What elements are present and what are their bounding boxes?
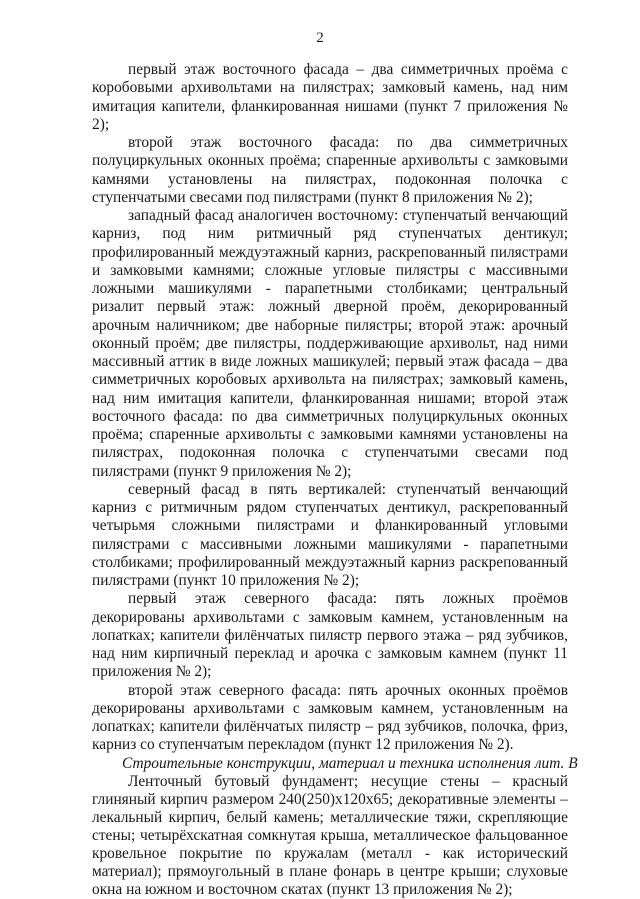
- paragraph-construction-materials: Ленточный бутовый фундамент; несущие стены – красный глиняный кирпич размером 240(250)х120х65; декоративные элементы – лекальный кирпич, белый камень; металлические тяжи, скрепляющие стены; четырёхскатная сомкнутая крыша, металлическое фальцованное кровельное покрытие по кружалам (металл - как исторический материал); прямоугольный в плане фонарь в центре крыши; слуховые окна на южном и восточном скатах (пункт 13 приложения № 2);: [92, 772, 568, 899]
- page-number: 2: [316, 30, 324, 46]
- paragraph-north-facade-second-floor: второй этаж северного фасада: пять арочных оконных проёмов декорированы архивольтами с замковым камнем, установленным на лопатках; капители филёнчатых пилястр – ряд зубчиков, полочка, фриз, карниз со ступенчатым перекладом (пункт 12 приложения № 2).: [92, 681, 568, 754]
- section-heading-construction: Строительные конструкции, материал и техника исполнения лит. В: [122, 754, 578, 772]
- paragraph-north-facade-first-floor: первый этаж северного фасада: пять ложных проёмов декорированы архивольтами с замковым камнем, установленным на лопатках; капители филёнчатых пилястр первого этажа – ряд зубчиков, над ним кирпичный переклад и арочка с замковым камнем (пункт 11 приложения № 2);: [92, 590, 568, 681]
- paragraph-east-facade-second-floor: второй этаж восточного фасада: по два симметричных полуциркульных оконных проёма; спаренные архивольты с замковыми камнями установлены на пилястрах, подоконная полочка с ступенчатыми свесами под пилястрами (пункт 8 приложения № 2);: [92, 134, 568, 206]
- document-body: [92, 61, 578, 899]
- paragraph-west-facade: западный фасад аналогичен восточному: ступенчатый венчающий карниз, под ним ритмичный ряд ступенчатых дентикул; профилированный междуэтажный карниз, раскрепованный пилястрами и замковыми камнями; сложные угловые пилястры с массивными ложными машикулями - парапетными столбиками; центральный ризалит первый этаж: ложный дверной проём, декорированный арочным наличником; две наборные пилястры; второй этаж: арочный оконный проём; две пилястры, поддерживающие архивольт, над ними массивный аттик в виде ложных машикулей; первый этаж фасада – два симметричных коробовых архивольта на пилястрах; замковый камень, над ним имитация капители, фланкированная нишами; второй этаж восточного фасада: по два симметричных полуциркульных оконных проёма; спаренные архивольты с замковыми камнями установлены на пилястрах, подоконная полочка с ступенчатыми свесами под пилястрами (пункт 9 приложения № 2);: [92, 207, 568, 480]
- paragraph-north-facade: северный фасад в пять вертикалей: ступенчатый венчающий карниз с ритмичным рядом ступенчатых дентикул, раскрепованный четырьмя сложными пилястрами и фланкированный угловыми пилястрами с массивными ложными машикулями - парапетными столбиками; профилированный междуэтажный карниз раскрепованный пилястрами (пункт 10 приложения № 2);: [92, 480, 568, 589]
- paragraph-east-facade-first-floor: первый этаж восточного фасада – два симметричных проёма с коробовыми архивольтами на пилястрах; замковый камень, над ним имитация капители, фланкированная нишами (пункт 7 приложения № 2);: [92, 61, 568, 133]
